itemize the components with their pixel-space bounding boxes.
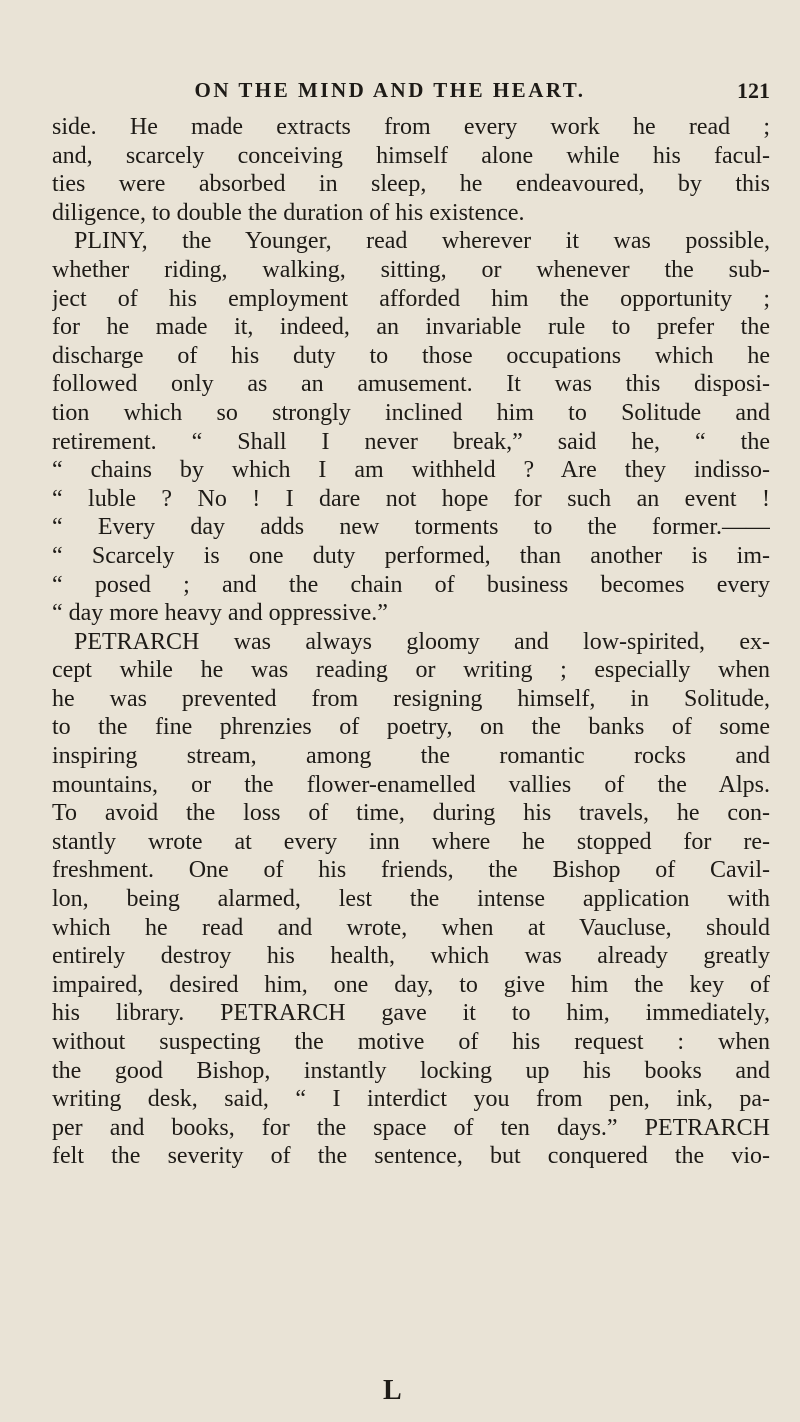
body-text xyxy=(52,113,770,1171)
text-line: he was prevented from resigning himself, in Solitude, xyxy=(52,685,770,712)
text-line: discharge of his duty to those occupations which he xyxy=(52,342,770,369)
text-line: whether riding, walking, sitting, or whenever the sub- xyxy=(52,256,770,283)
text-line: tion which so strongly inclined him to Solitude and xyxy=(52,399,770,426)
text-line: lon, being alarmed, lest the intense application with xyxy=(52,886,770,913)
text-line: “ day more heavy and oppressive.” xyxy=(52,600,388,627)
text-line: mountains, or the flower-enamelled vallies of the Alps. xyxy=(52,771,770,798)
text-line: “ chains by which I am withheld ? Are they indisso- xyxy=(52,457,770,484)
text-line: inspiring stream, among the romantic rocks and xyxy=(52,743,770,770)
text-line: per and books, for the space of ten days.” PETRARCH xyxy=(52,1114,770,1141)
page-number: 121 xyxy=(737,78,770,103)
text-line: “ Scarcely is one duty performed, than another is im- xyxy=(52,542,770,569)
text-line: writing desk, said, “ I interdict you from pen, ink, pa- xyxy=(52,1086,770,1113)
text-line: side. He made extracts from every work he read ; xyxy=(52,114,770,140)
text-line: to the fine phrenzies of poetry, on the banks of some xyxy=(52,714,770,741)
text-line: cept while he was reading or writing ; especially when xyxy=(52,657,770,684)
text-line: and, scarcely conceiving himself alone while his facul- xyxy=(52,142,770,169)
text-line: retirement. “ Shall I never break,” said he, “ the xyxy=(52,428,770,455)
text-line: ties were absorbed in sleep, he endeavoured, by this xyxy=(52,171,770,198)
text-line: “ posed ; and the chain of business becomes every xyxy=(52,571,770,598)
text-line: entirely destroy his health, which was already greatly xyxy=(52,943,770,970)
text-line: felt the severity of the sentence, but conquered the vio- xyxy=(52,1143,770,1170)
text-line: PLINY, the Younger, read wherever it was possible, xyxy=(74,228,770,255)
running-head: ON THE MIND AND THE HEART. xyxy=(194,78,586,102)
text-line: the good Bishop, instantly locking up his books and xyxy=(52,1057,770,1084)
text-line: followed only as an amusement. It was this disposi- xyxy=(52,371,770,398)
text-line: without suspecting the motive of his request : when xyxy=(52,1029,770,1055)
text-line: ject of his employment afforded him the opportunity ; xyxy=(52,285,770,312)
text-line: his library. PETRARCH gave it to him, immediately, xyxy=(52,1000,770,1027)
text-line: diligence, to double the duration of his existence. xyxy=(52,199,525,226)
text-line: To avoid the loss of time, during his travels, he con- xyxy=(52,800,770,827)
text-line: freshment. One of his friends, the Bishop of Cavil- xyxy=(52,857,770,884)
signature-mark: L xyxy=(383,1375,402,1406)
text-line: for he made it, indeed, an invariable rule to prefer the xyxy=(52,314,770,341)
text-line: impaired, desired him, one day, to give him the key of xyxy=(52,971,770,998)
text-line: “ luble ? No ! I dare not hope for such an event ! xyxy=(52,485,770,512)
text-line: “ Every day adds new torments to the former.—— xyxy=(52,514,770,541)
text-line: PETRARCH was always gloomy and low-spirited, ex- xyxy=(74,628,770,655)
page-header xyxy=(90,78,770,118)
text-line: which he read and wrote, when at Vaucluse, should xyxy=(52,914,770,941)
text-line: stantly wrote at every inn where he stopped for re- xyxy=(52,828,770,855)
